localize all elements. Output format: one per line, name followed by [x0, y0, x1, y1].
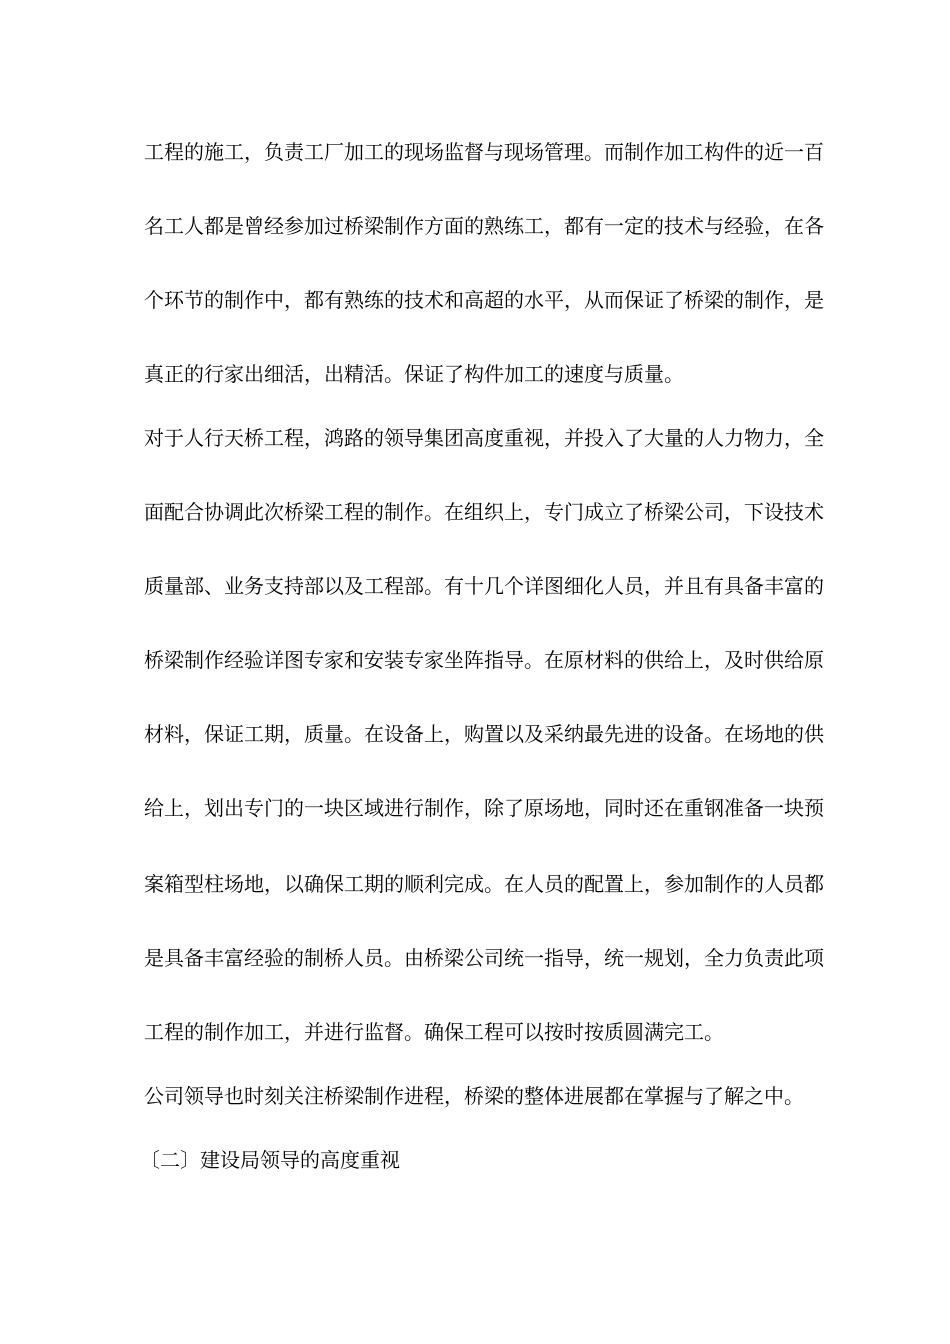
paragraph-2-line-7: 案箱型柱场地，以确保工期的顺利完成。在人员的配置上，参加制作的人员都: [144, 872, 824, 896]
paragraph-1-line-1: 工程的施工，负责工厂加工的现场监督与现场管理。而制作加工构件的近一百: [144, 140, 824, 164]
paragraph-2-line-5: 材料，保证工期，质量。在设备上，购置以及采纳最先进的设备。在场地的供: [144, 722, 824, 746]
paragraph-2-line-4: 桥梁制作经验详图专家和安装专家坐阵指导。在原材料的供给上，及时供给原: [144, 648, 824, 672]
paragraph-3-line-1: 公司领导也时刻关注桥梁制作进程，桥梁的整体进展都在掌握与了解之中。: [144, 1084, 804, 1108]
paragraph-2-line-8: 是具备丰富经验的制桥人员。由桥梁公司统一指导，统一规划，全力负责此项: [144, 946, 824, 970]
paragraph-2-line-1: 对于人行天桥工程，鸿路的领导集团高度重视，并投入了大量的人力物力，全: [144, 426, 824, 450]
paragraph-1-line-4: 真正的行家出细活，出精活。保证了构件加工的速度与质量。: [144, 362, 684, 386]
paragraph-2-line-3: 质量部、业务支持部以及工程部。有十几个详图细化人员，并且有具备丰富的: [144, 574, 824, 598]
section-heading: 〔二〕建设局领导的高度重视: [140, 1148, 400, 1172]
paragraph-1-line-2: 名工人都是曾经参加过桥梁制作方面的熟练工，都有一定的技术与经验，在各: [144, 214, 824, 238]
paragraph-1-line-3: 个环节的制作中，都有熟练的技术和高超的水平，从而保证了桥梁的制作，是: [144, 288, 824, 312]
paragraph-2-line-9: 工程的制作加工，并进行监督。确保工程可以按时按质圆满完工。: [144, 1020, 724, 1044]
paragraph-2-line-6: 给上，划出专门的一块区域进行制作，除了原场地，同时还在重钢准备一块预: [144, 796, 824, 820]
paragraph-2-line-2: 面配合协调此次桥梁工程的制作。在组织上，专门成立了桥梁公司，下设技术: [144, 500, 824, 524]
